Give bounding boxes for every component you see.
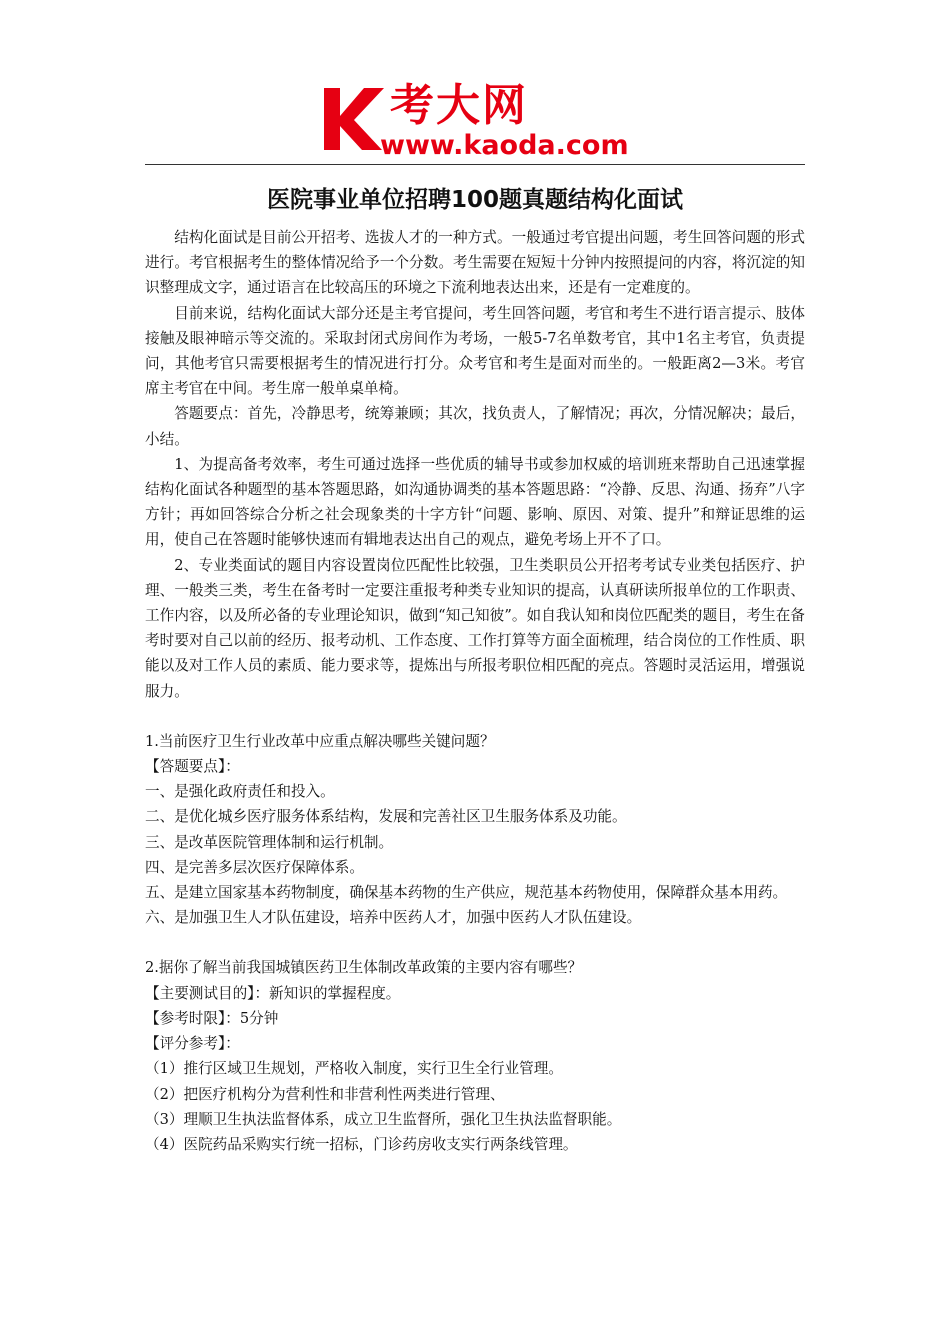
q1-point: 六、是加强卫生人才队伍建设，培养中医药人才，加强中医药人才队伍建设。: [145, 909, 642, 927]
document-title: 医院事业单位招聘100题真题结构化面试: [266, 187, 683, 213]
document-body: [145, 225, 805, 1157]
q1-point: 四、是完善多层次医疗保障体系。: [145, 858, 364, 876]
header-divider: [145, 164, 805, 165]
brand-name: 考大网: [390, 80, 528, 131]
q2-scoring-label: 【评分参考】：: [145, 1035, 240, 1053]
question-1: 1.当前医疗卫生行业改革中应重点解决哪些关键问题？: [145, 732, 495, 750]
brand-url[interactable]: www.kaoda.com: [380, 130, 629, 161]
intro-paragraph-1: 结构化面试是目前公开招考、选拔人才的一种方式。一般通过考官提出问题，考生回答问题的形式进行。考官根据考生的整体情况给予一个分数。考生需要在短短十分钟内按照提问的内容，将沉淀的知识整理成文字，通过语言在比较高压的环境之下流利地表达出来，还是有一定难度的。: [145, 229, 805, 297]
section-spacer: [145, 930, 805, 955]
q2-purpose: 【主要测试目的】：新知识的掌握程度。: [145, 984, 401, 1002]
question-2: 2.据你了解当前我国城镇医药卫生体制改革政策的主要内容有哪些？: [145, 959, 583, 977]
q1-answer-label: 【答题要点】：: [145, 758, 240, 776]
intro-paragraph-5: 2、专业类面试的题目内容设置岗位匹配性比较强，卫生类职员公开招考考试专业类包括医疗、护理、一般类三类，考生在备考时一定要注重报考种类专业知识的提高，认真研读所报单位的工作职责、工作内容，以及所必备的专业理论知识，做到“知己知彼”。如自我认知和岗位匹配类的题目，考生在备考时要对自己以前的经历、报考动机、工作态度、工作打算等方面全面梳理，结合岗位的工作性质、职能以及对工作人员的素质、能力要求等，提炼出与所报考职位相匹配的亮点。答题时灵活运用，增强说服力。: [145, 556, 805, 700]
q1-point: 五、是建立国家基本药物制度，确保基本药物的生产供应，规范基本药物使用，保障群众基本用药。: [145, 884, 788, 902]
q2-point: （4）医院药品采购实行统一招标，门诊药房收支实行两条线管理。: [145, 1135, 578, 1153]
kaoda-logo[interactable]: [318, 80, 648, 162]
q2-point: （2）把医疗机构分为营利性和非营利性两类进行管理、: [145, 1085, 505, 1103]
q1-point: 三、是改革医院管理体制和运行机制。: [145, 833, 394, 851]
intro-paragraph-3: 答题要点：首先，冷静思考，统筹兼顾；其次，找负责人，了解情况；再次，分情况解决；最后，小结。: [145, 405, 805, 448]
q2-point: （1）推行区域卫生规划，严格收入制度，实行卫生全行业管理。: [145, 1060, 563, 1078]
intro-paragraph-2: 目前来说，结构化面试大部分还是主考官提问，考生回答问题，考官和考生不进行语言提示、肢体接触及眼神暗示等交流的。采取封闭式房间作为考场，一般5-7名单数考官，其中1名主考官，负责提问，其他考官只需要根据考生的情况进行打分。众考官和考生是面对而坐的。一般距离2—3米。考官席主考官在中间。考生席一般单桌单椅。: [145, 304, 805, 398]
q1-point: 一、是强化政府责任和投入。: [145, 783, 335, 801]
q1-point: 二、是优化城乡医疗服务体系结构，发展和完善社区卫生服务体系及功能。: [145, 808, 627, 826]
q2-point: （3）理顺卫生执法监督体系，成立卫生监督所，强化卫生执法监督职能。: [145, 1110, 622, 1128]
section-spacer: [145, 704, 805, 729]
q2-time-limit: 【参考时限】：5分钟: [145, 1009, 279, 1027]
intro-paragraph-4: 1、为提高备考效率，考生可通过选择一些优质的辅导书或参加权威的培训班来帮助自己迅速掌握结构化面试各种题型的基本答题思路，如沟通协调类的基本答题思路：“冷静、反思、沟通、扬弃”八字方针；再如回答综合分析之社会现象类的十字方针“问题、影响、原因、对策、提升”和辩证思维的运用，使自己在答题时能够快速而有辑地表达出自己的观点，避免考场上开不了口。: [145, 455, 805, 549]
k-logo-icon: [318, 84, 388, 154]
